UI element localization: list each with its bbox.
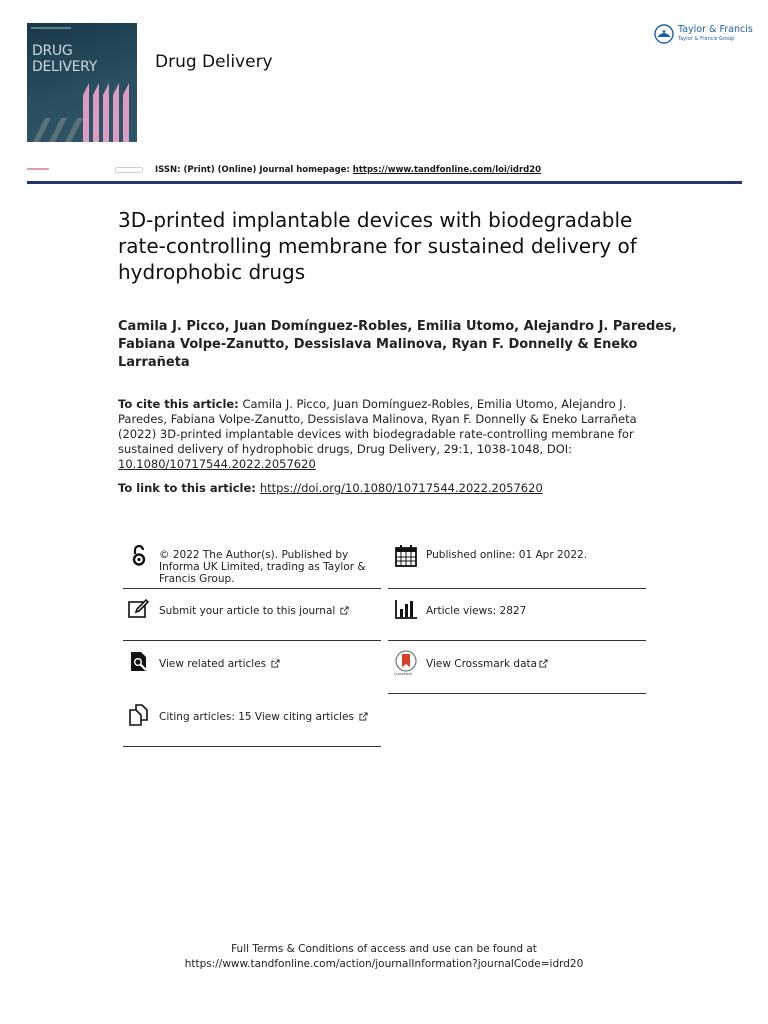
- grid-divider: [123, 746, 381, 747]
- issn-row: [27, 163, 742, 183]
- submit-cell[interactable]: [123, 597, 381, 637]
- footer-terms-link[interactable]: https://www.tandfonline.com/action/journalInformation?journalCode=idrd20: [184, 958, 584, 970]
- bar-chart-icon: [394, 597, 418, 621]
- footer-line1: Full Terms & Conditions of access and use can be found at: [231, 943, 537, 955]
- published-date: Published online: 01 Apr 2022.: [426, 549, 588, 561]
- taylor-francis-icon: [654, 24, 674, 44]
- external-link-icon: [271, 659, 280, 668]
- crossmark-badge-label: CrossMark: [394, 672, 413, 676]
- crossmark-icon: [394, 650, 418, 674]
- cover-title: [32, 43, 97, 75]
- footer-terms: [0, 942, 768, 972]
- calendar-icon: [394, 544, 418, 568]
- edit-pencil-icon: [127, 597, 151, 621]
- publisher-name: Taylor & Francis: [678, 24, 753, 35]
- article-doi-url[interactable]: https://doi.org/10.1080/10717544.2022.2057620: [259, 481, 543, 495]
- publisher-group: Taylor & Francis Group: [678, 36, 735, 42]
- journal-name[interactable]: Drug Delivery: [155, 52, 273, 72]
- citing-articles-link[interactable]: Citing articles: 15 View citing articles: [159, 711, 354, 723]
- external-link-icon: [539, 659, 548, 668]
- crossmark-data-link[interactable]: View Crossmark data: [426, 658, 538, 670]
- cover-title-line1: DRUG: [32, 43, 73, 59]
- submit-link-row: [159, 605, 379, 617]
- submit-article-link[interactable]: Submit your article to this journal: [159, 605, 336, 617]
- grid-divider: [388, 588, 646, 589]
- article-link-label: To link to this article:: [118, 481, 256, 495]
- search-document-icon: [127, 650, 151, 674]
- article-link-line: [118, 481, 678, 496]
- related-articles-link[interactable]: View related articles: [159, 658, 267, 670]
- header-mark: [27, 168, 49, 170]
- journal-cover: [27, 23, 137, 142]
- views-cell: [390, 597, 648, 637]
- citation-block: [118, 397, 638, 472]
- cover-header-line: [31, 27, 71, 29]
- published-cell: [390, 544, 648, 584]
- citing-articles-icon: [127, 703, 151, 727]
- external-link-icon: [340, 606, 349, 615]
- copyright-cell: [123, 544, 381, 590]
- citation-doi-link[interactable]: 10.1080/10717544.2022.2057620: [118, 457, 316, 471]
- external-link-icon: [359, 712, 368, 721]
- header-rule: [27, 181, 742, 184]
- related-cell[interactable]: [123, 650, 381, 690]
- related-link-row: [159, 658, 379, 670]
- crossmark-cell[interactable]: [390, 650, 648, 690]
- copyright-text: © 2022 The Author(s). Published by Informa UK Limited, trading as Taylor & Francis Group.: [159, 549, 366, 585]
- journal-homepage-link[interactable]: https://www.tandfonline.com/loi/idrd20: [352, 165, 542, 175]
- citation-text: Camila J. Picco, Juan Domínguez-Robles, Emilia Utomo, Alejandro J. Paredes, Fabiana Volpe-Zanutto, Dessislava Malinova, Ryan F. Donnelly & Eneko Larrañeta (2022) 3D-printed implantable devices with biodegradable rate-controlling membrane for sustained delivery of hydrophobic drugs, Drug Delivery, 29:1, 1038-1048, DOI:: [118, 397, 637, 456]
- open-access-icon: [127, 544, 151, 568]
- publisher-logo[interactable]: [654, 22, 753, 46]
- grid-divider: [123, 588, 381, 589]
- header-badge: [115, 167, 143, 173]
- citing-link-row: [159, 711, 379, 723]
- article-title: 3D-printed implantable devices with biodegradable rate-controlling membrane for sustained delivery of hydrophobic drugs: [118, 208, 637, 284]
- grid-divider: [388, 640, 646, 641]
- article-authors: Camila J. Picco, Juan Domínguez-Robles, Emilia Utomo, Alejandro J. Paredes, Fabiana Volpe-Zanutto, Dessislava Malinova, Ryan F. Donnelly & Eneko Larrañeta: [118, 319, 677, 370]
- citation-label: To cite this article:: [118, 397, 239, 411]
- grid-divider: [123, 640, 381, 641]
- citing-cell[interactable]: [123, 703, 381, 743]
- article-views: Article views: 2827: [426, 605, 527, 617]
- grid-divider: [388, 693, 646, 694]
- crossmark-link-row: [426, 658, 646, 670]
- issn-label: ISSN: (Print) (Online) Journal homepage:: [155, 165, 353, 175]
- cover-artwork: [27, 23, 137, 142]
- cover-title-line2: DELIVERY: [32, 59, 97, 75]
- issn-line: [155, 165, 541, 175]
